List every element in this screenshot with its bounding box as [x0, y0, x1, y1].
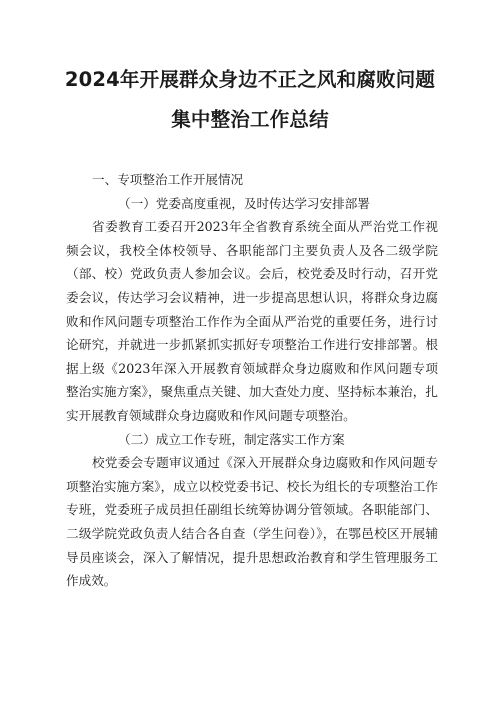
document-title-line-1: 2024年开展群众身边不正之风和腐败问题: [64, 68, 436, 91]
body-paragraph: 校党委会专题审议通过《深入开展群众身边腐败和作风问题专项整治实施方案》，成立以校党委书记、校长为组长的专项整治工作专班，党委班子成员担任副组长统筹协调分管领域。各职能部门、二级学院党政负责人结合各自查（学生问卷）》，在鄂邑校区开展辅导员座谈会，深入了解情况，提升思想政治教育和学生管理服务工作成效。: [66, 455, 438, 589]
body-paragraph: 省委教育工委召开2023年全省教育系统全面从严治党工作视频会议，我校全体校领导、各职能部门主要负责人及各二级学院（部、校）党政负责人参加会议。会后，校党委及时行动，召开党委会议，传达学习会议精神，进一步提高思想认识，将群众身边腐败和作风问题专项整治工作作为全面从严治党的重要任务，进行讨论研究，并就进一步抓紧抓实抓好专项整治工作进行安排部署。根据上级《2023年深入开展教育领域群众身边腐败和作风问题专项整治实施方案》，聚焦重点关键、加大查处力度、坚持标本兼治，扎实开展教育领域群众身边腐败和作风问题专项整治。: [66, 219, 438, 423]
document-title-line-2: 集中整治工作总结: [171, 108, 329, 131]
subsection-heading: （一）党委高度重视，及时传达学习安排部署: [118, 195, 370, 211]
section-heading: 一、专项整治工作开展情况: [92, 172, 244, 187]
document-body: [66, 168, 438, 593]
subsection-heading: （二）成立工作专班，制定落实工作方案: [118, 431, 345, 447]
